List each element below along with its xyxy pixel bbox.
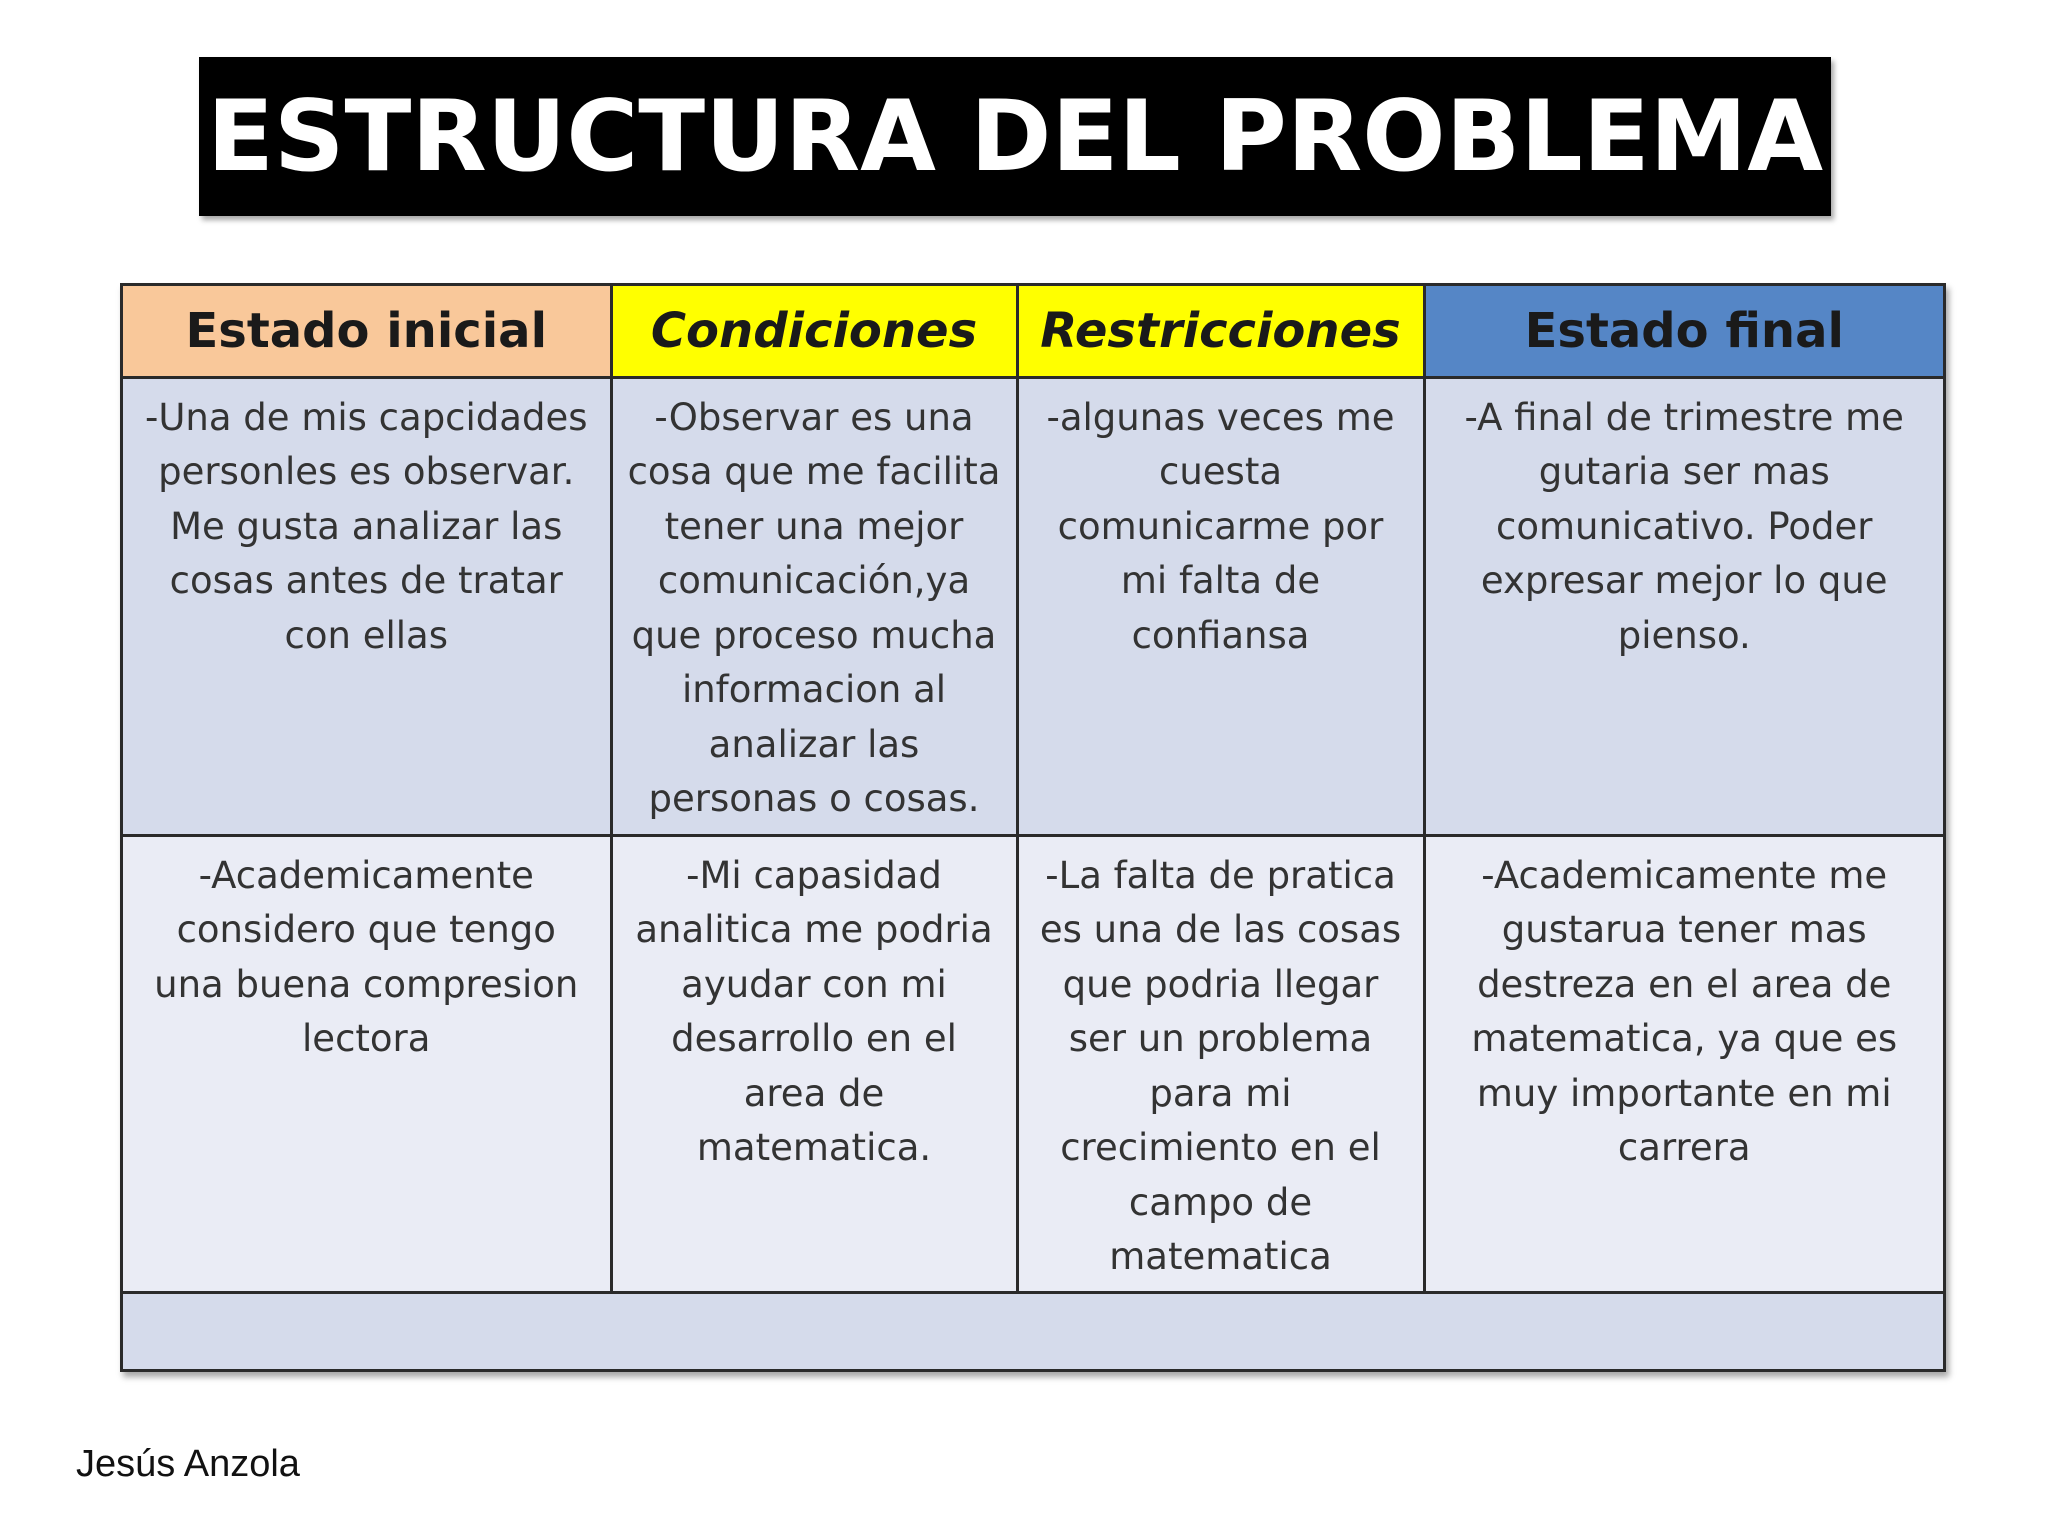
empty-row-cell [123, 1292, 1943, 1369]
header-estado-final: Estado final [1424, 286, 1943, 377]
author-name: Jesús Anzola [76, 1443, 300, 1485]
table-cell [1424, 377, 1943, 835]
cell-text: -Una de mis capcidades personles es observar. Me gusta analizar las cosas antes de tratar con ellas [144, 395, 588, 657]
cell-text: -algunas veces me cuesta comunicarme por mi falta de confiansa [1046, 395, 1395, 657]
table-row-empty [123, 1292, 1943, 1369]
header-estado-inicial: Estado inicial [123, 286, 611, 377]
page-title: ESTRUCTURA DEL PROBLEMA [206, 79, 1824, 194]
table-cell [1017, 835, 1424, 1292]
table-header-row [123, 286, 1943, 377]
cell-text: -Academicamente me gustarua tener mas destreza en el area de matematica, ya que es muy importante en mi carrera [1471, 853, 1898, 1169]
problem-structure-table [120, 283, 1946, 1372]
table-row [123, 835, 1943, 1292]
cell-text: -Academicamente considero que tengo una buena compresion lectora [154, 853, 579, 1060]
table-grid [123, 286, 1943, 1369]
header-condiciones: Condiciones [611, 286, 1017, 377]
table-row [123, 377, 1943, 835]
cell-text: -La falta de pratica es una de las cosas que podria llegar ser un problema para mi crecimiento en el campo de matematica [1039, 853, 1402, 1278]
table-cell [1017, 377, 1424, 835]
cell-text: -A final de trimestre me gutaria ser mas comunicativo. Poder expresar mejor lo que pienso. [1464, 395, 1904, 657]
title-banner [199, 57, 1831, 216]
cell-text: -Observar es una cosa que me facilita tener una mejor comunicación,ya que proceso mucha informacion al analizar las personas o cosas. [627, 395, 1001, 820]
table-cell [611, 377, 1017, 835]
table-cell [611, 835, 1017, 1292]
table-cell [123, 377, 611, 835]
header-restricciones: Restricciones [1017, 286, 1424, 377]
cell-text: -Mi capasidad analitica me podria ayudar con mi desarrollo en el area de matematica. [635, 853, 993, 1169]
table-cell [123, 835, 611, 1292]
table-cell [1424, 835, 1943, 1292]
